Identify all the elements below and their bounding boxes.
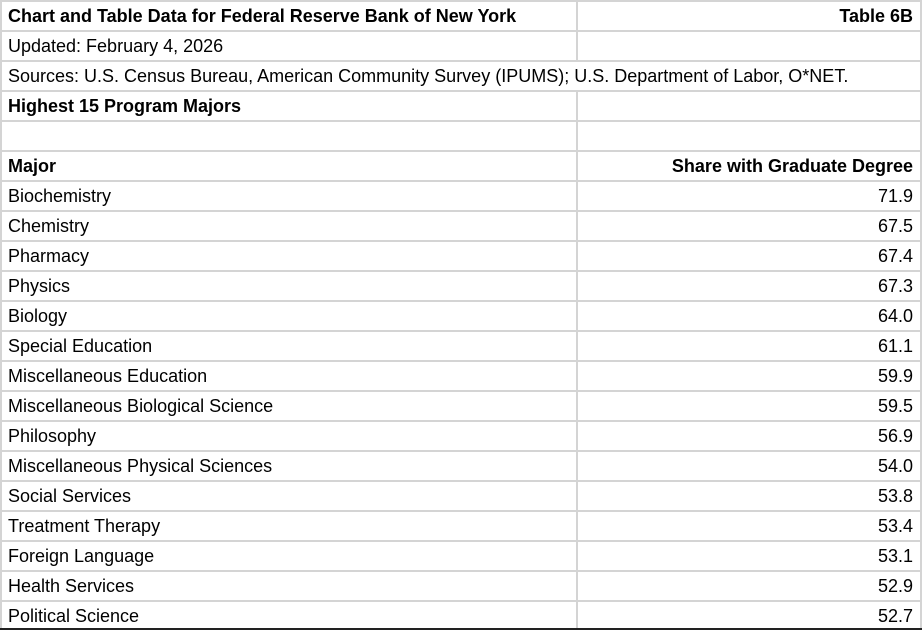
value-cell[interactable]: 53.4 <box>578 512 922 540</box>
major-cell[interactable]: Miscellaneous Physical Sciences <box>0 452 578 480</box>
table-row <box>0 360 922 390</box>
bottom-border <box>0 628 922 630</box>
updated-date[interactable]: Updated: February 4, 2026 <box>0 32 578 60</box>
blank-row <box>0 120 922 150</box>
table-row <box>0 240 922 270</box>
value-cell[interactable]: 67.5 <box>578 212 922 240</box>
sources-text[interactable]: Sources: U.S. Census Bureau, American Community Survey (IPUMS); U.S. Department of Labor, O*NET. <box>0 62 922 90</box>
major-cell[interactable]: Special Education <box>0 332 578 360</box>
table-row <box>0 600 922 630</box>
table-subtitle[interactable]: Highest 15 Program Majors <box>0 92 578 120</box>
major-cell[interactable]: Treatment Therapy <box>0 512 578 540</box>
major-cell[interactable]: Chemistry <box>0 212 578 240</box>
table-row <box>0 480 922 510</box>
title-row <box>0 0 922 30</box>
major-cell[interactable]: Philosophy <box>0 422 578 450</box>
column-header-major[interactable]: Major <box>0 152 578 180</box>
table-row <box>0 330 922 360</box>
value-cell[interactable]: 56.9 <box>578 422 922 450</box>
major-cell[interactable]: Political Science <box>0 602 578 630</box>
table-row <box>0 450 922 480</box>
subtitle-row <box>0 90 922 120</box>
empty-cell[interactable] <box>578 122 922 150</box>
major-cell[interactable]: Physics <box>0 272 578 300</box>
table-row <box>0 300 922 330</box>
value-cell[interactable]: 59.9 <box>578 362 922 390</box>
major-cell[interactable]: Miscellaneous Education <box>0 362 578 390</box>
empty-cell[interactable] <box>0 122 578 150</box>
column-header-row <box>0 150 922 180</box>
value-cell[interactable]: 61.1 <box>578 332 922 360</box>
table-row <box>0 510 922 540</box>
value-cell[interactable]: 67.3 <box>578 272 922 300</box>
value-cell[interactable]: 54.0 <box>578 452 922 480</box>
major-cell[interactable]: Biology <box>0 302 578 330</box>
empty-cell[interactable] <box>578 32 922 60</box>
table-id[interactable]: Table 6B <box>578 2 922 30</box>
table-row <box>0 570 922 600</box>
value-cell[interactable]: 64.0 <box>578 302 922 330</box>
value-cell[interactable]: 59.5 <box>578 392 922 420</box>
table-row <box>0 540 922 570</box>
column-header-share[interactable]: Share with Graduate Degree <box>578 152 922 180</box>
sheet-title[interactable]: Chart and Table Data for Federal Reserve Bank of New York <box>0 2 578 30</box>
empty-cell[interactable] <box>578 92 922 120</box>
value-cell[interactable]: 52.9 <box>578 572 922 600</box>
sources-row <box>0 60 922 90</box>
value-cell[interactable]: 52.7 <box>578 602 922 630</box>
table-row <box>0 390 922 420</box>
major-cell[interactable]: Miscellaneous Biological Science <box>0 392 578 420</box>
major-cell[interactable]: Social Services <box>0 482 578 510</box>
value-cell[interactable]: 53.8 <box>578 482 922 510</box>
updated-row <box>0 30 922 60</box>
value-cell[interactable]: 67.4 <box>578 242 922 270</box>
major-cell[interactable]: Health Services <box>0 572 578 600</box>
table-row <box>0 210 922 240</box>
value-cell[interactable]: 53.1 <box>578 542 922 570</box>
major-cell[interactable]: Biochemistry <box>0 182 578 210</box>
major-cell[interactable]: Pharmacy <box>0 242 578 270</box>
table-row <box>0 270 922 300</box>
major-cell[interactable]: Foreign Language <box>0 542 578 570</box>
value-cell[interactable]: 71.9 <box>578 182 922 210</box>
table-row <box>0 420 922 450</box>
table-row <box>0 180 922 210</box>
